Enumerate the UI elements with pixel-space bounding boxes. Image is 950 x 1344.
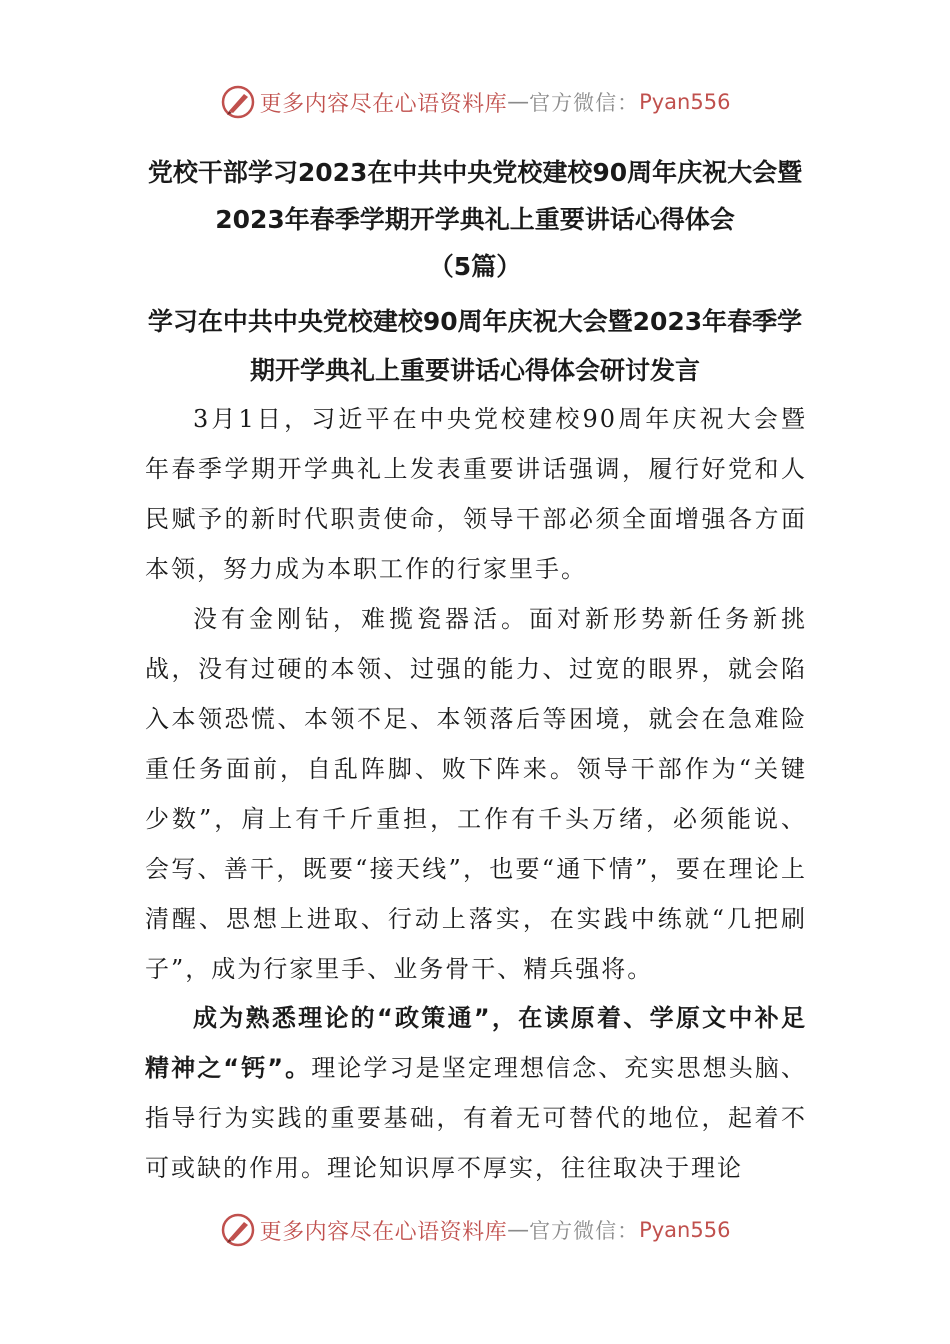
banner-brand: 更多内容尽在心语资料库 xyxy=(259,1219,508,1245)
pen-logo-icon xyxy=(220,84,256,120)
banner-contact-label: 官方微信： xyxy=(529,1219,640,1243)
section-heading-line-1: 学习在中共中央党校建校90周年庆祝大会暨2023年春季学 xyxy=(147,307,803,336)
banner-separator: — xyxy=(507,1217,530,1243)
document-title-count: （5篇） xyxy=(428,252,522,281)
banner-contact-label: 官方微信： xyxy=(529,91,640,115)
paragraph-text: 理论学习是坚定理想信念、充实思想头脑、指导行为实践的重要基础，有着无可替代的地位，起着不可或缺的作用。理论知识厚不厚实，往往取决于理论 xyxy=(145,1054,807,1182)
document-title-line-1: 党校干部学习2023在中共中央党校建校90周年庆祝大会暨 xyxy=(147,158,803,187)
body-paragraph-2: 没有金刚钻，难揽瓷器活。面对新形势新任务新挑战，没有过硬的本领、过强的能力、过宽的眼界，就会陷入本领恐慌、本领不足、本领落后等困境，就会在急难险重任务面前，自乱阵脚、败下阵来。领导干部作为“关键少数”，肩上有千斤重担，工作有千头万绪，必须能说、会写、善干，既要“接天线”，也要“通下情”，要在理论上清醒、思想上进取、行动上落实，在实践中练就“几把刷子”，成为行家里手、业务骨干、精兵强将。 xyxy=(145,605,807,983)
document-title-line-2: 2023年春季学期开学典礼上重要讲话心得体会 xyxy=(215,205,735,234)
banner-wechat-id: Pyan556 xyxy=(639,90,731,114)
banner-separator: — xyxy=(507,89,530,115)
banner-wechat-id: Pyan556 xyxy=(639,1218,731,1242)
footer-banner xyxy=(0,1210,950,1250)
header-banner xyxy=(0,82,950,122)
pen-logo-icon xyxy=(220,1212,256,1248)
body-paragraph-3 xyxy=(145,993,807,1193)
body-paragraph-1: 3月1日，习近平在中央党校建校90周年庆祝大会暨年春季学期开学典礼上发表重要讲话强调，履行好党和人民赋予的新时代职责使命，领导干部必须全面增强各方面本领，努力成为本职工作的行家里手。 xyxy=(145,405,807,583)
section-heading-line-2: 期开学典礼上重要讲话心得体会研讨发言 xyxy=(249,356,700,385)
paragraph-lead-bold: 成为熟悉理论的“政策通”，在读原着、学原文中补足精神之“钙”。 xyxy=(145,1004,807,1082)
banner-brand: 更多内容尽在心语资料库 xyxy=(259,91,508,117)
